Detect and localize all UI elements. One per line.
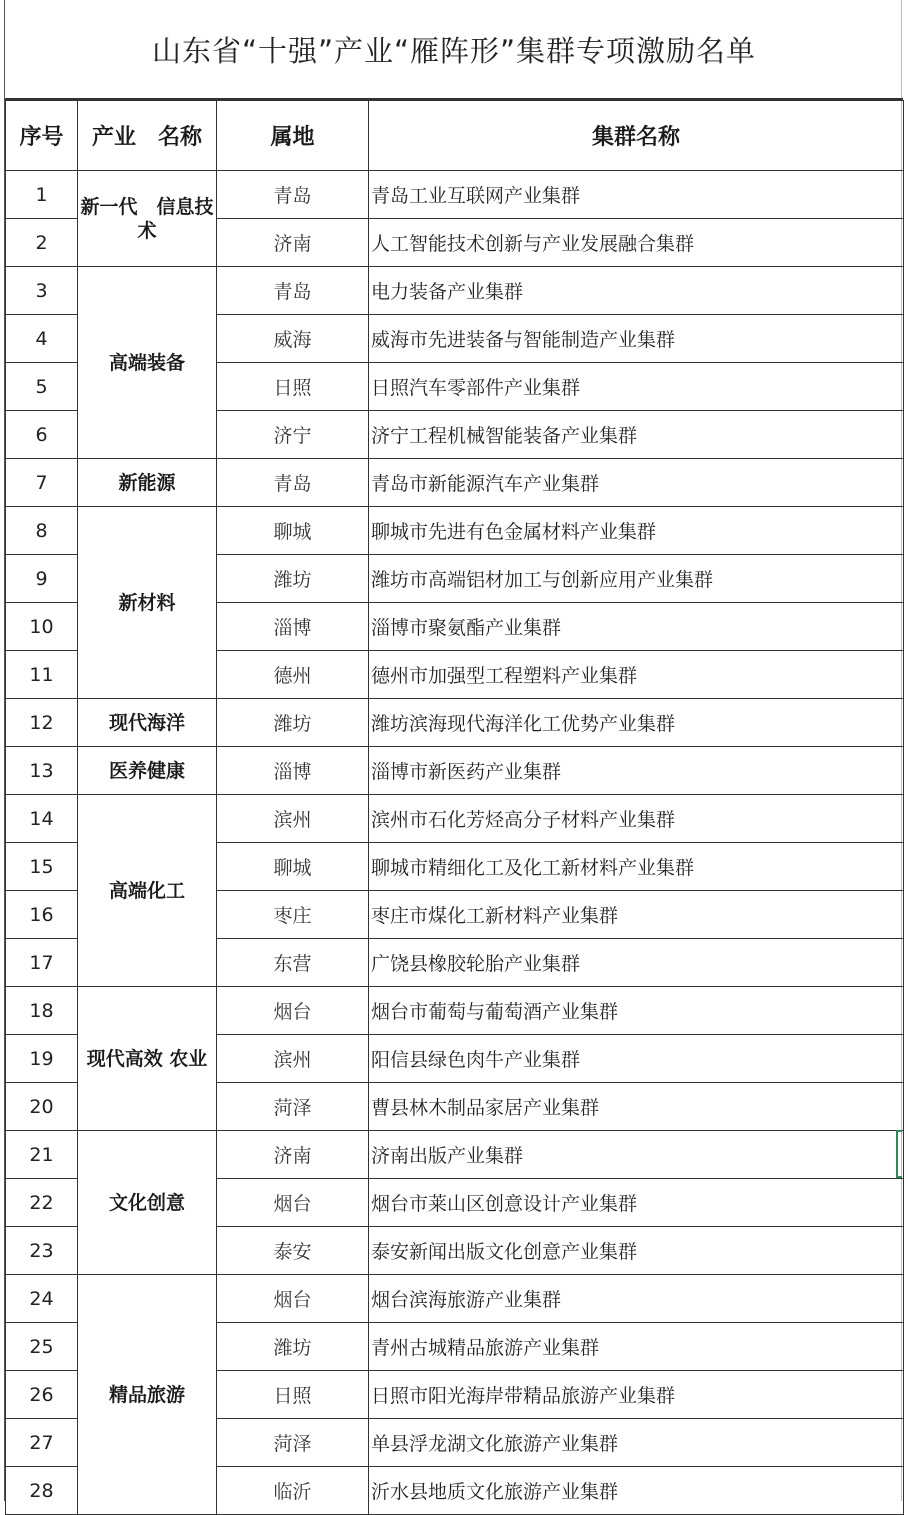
- cluster-table: [5, 100, 904, 1515]
- cluster-name-cell[interactable]: 潍坊滨海现代海洋化工优势产业集群: [369, 699, 904, 747]
- row-number-cell[interactable]: 26: [6, 1371, 78, 1419]
- cluster-name-cell[interactable]: 日照市阳光海岸带精品旅游产业集群: [369, 1371, 904, 1419]
- cluster-name-cell[interactable]: 阳信县绿色肉牛产业集群: [369, 1035, 904, 1083]
- cluster-name-cell[interactable]: 泰安新闻出版文化创意产业集群: [369, 1227, 904, 1275]
- row-number-cell[interactable]: 1: [6, 171, 78, 219]
- location-cell[interactable]: 青岛: [217, 459, 369, 507]
- location-cell[interactable]: 威海: [217, 315, 369, 363]
- cluster-name-cell[interactable]: 烟台滨海旅游产业集群: [369, 1275, 904, 1323]
- location-cell[interactable]: 济宁: [217, 411, 369, 459]
- location-cell[interactable]: 菏泽: [217, 1083, 369, 1131]
- industry-category-cell[interactable]: 医养健康: [78, 747, 217, 795]
- cluster-name-cell[interactable]: 电力装备产业集群: [369, 267, 904, 315]
- cluster-name-cell[interactable]: 威海市先进装备与智能制造产业集群: [369, 315, 904, 363]
- row-number-cell[interactable]: 6: [6, 411, 78, 459]
- industry-category-cell[interactable]: 现代海洋: [78, 699, 217, 747]
- spreadsheet: [4, 0, 902, 1501]
- table-row: [6, 747, 904, 795]
- document-title: 山东省“十强”产业“雁阵形”集群专项激励名单: [5, 0, 903, 100]
- industry-category-cell[interactable]: 精品旅游: [78, 1275, 217, 1515]
- row-number-cell[interactable]: 27: [6, 1419, 78, 1467]
- cluster-name-cell[interactable]: 沂水县地质文化旅游产业集群: [369, 1467, 904, 1515]
- location-cell[interactable]: 潍坊: [217, 1323, 369, 1371]
- header-row: [6, 101, 904, 171]
- location-cell[interactable]: 潍坊: [217, 699, 369, 747]
- industry-category-cell[interactable]: 高端装备: [78, 267, 217, 459]
- cluster-name-cell[interactable]: 聊城市先进有色金属材料产业集群: [369, 507, 904, 555]
- location-cell[interactable]: 菏泽: [217, 1419, 369, 1467]
- row-number-cell[interactable]: 3: [6, 267, 78, 315]
- header-cluster[interactable]: 集群名称: [369, 101, 904, 171]
- row-number-cell[interactable]: 20: [6, 1083, 78, 1131]
- row-number-cell[interactable]: 21: [6, 1131, 78, 1179]
- table-row: [6, 699, 904, 747]
- cluster-name-cell[interactable]: 济宁工程机械智能装备产业集群: [369, 411, 904, 459]
- location-cell[interactable]: 滨州: [217, 795, 369, 843]
- cluster-name-cell[interactable]: 烟台市葡萄与葡萄酒产业集群: [369, 987, 904, 1035]
- cluster-name-cell[interactable]: 滨州市石化芳烃高分子材料产业集群: [369, 795, 904, 843]
- row-number-cell[interactable]: 7: [6, 459, 78, 507]
- table-row: [6, 987, 904, 1035]
- row-number-cell[interactable]: 11: [6, 651, 78, 699]
- cell-selection-marker: [896, 1130, 902, 1178]
- industry-category-cell[interactable]: 新材料: [78, 507, 217, 699]
- location-cell[interactable]: 淄博: [217, 747, 369, 795]
- row-number-cell[interactable]: 4: [6, 315, 78, 363]
- cluster-name-cell[interactable]: 德州市加强型工程塑料产业集群: [369, 651, 904, 699]
- row-number-cell[interactable]: 19: [6, 1035, 78, 1083]
- row-number-cell[interactable]: 9: [6, 555, 78, 603]
- location-cell[interactable]: 泰安: [217, 1227, 369, 1275]
- industry-category-cell[interactable]: 新一代 信息技术: [78, 171, 217, 267]
- row-number-cell[interactable]: 18: [6, 987, 78, 1035]
- cluster-name-cell[interactable]: 枣庄市煤化工新材料产业集群: [369, 891, 904, 939]
- cluster-name-cell[interactable]: 淄博市新医药产业集群: [369, 747, 904, 795]
- location-cell[interactable]: 青岛: [217, 267, 369, 315]
- row-number-cell[interactable]: 10: [6, 603, 78, 651]
- row-number-cell[interactable]: 2: [6, 219, 78, 267]
- cluster-name-cell[interactable]: 日照汽车零部件产业集群: [369, 363, 904, 411]
- cluster-name-cell[interactable]: 青岛市新能源汽车产业集群: [369, 459, 904, 507]
- row-number-cell[interactable]: 24: [6, 1275, 78, 1323]
- industry-category-cell[interactable]: 文化创意: [78, 1131, 217, 1275]
- cluster-name-cell[interactable]: 青岛工业互联网产业集群: [369, 171, 904, 219]
- cluster-name-cell[interactable]: 潍坊市高端铝材加工与创新应用产业集群: [369, 555, 904, 603]
- cluster-name-cell[interactable]: 淄博市聚氨酯产业集群: [369, 603, 904, 651]
- location-cell[interactable]: 济南: [217, 1131, 369, 1179]
- location-cell[interactable]: 日照: [217, 363, 369, 411]
- location-cell[interactable]: 东营: [217, 939, 369, 987]
- cluster-name-cell[interactable]: 聊城市精细化工及化工新材料产业集群: [369, 843, 904, 891]
- row-number-cell[interactable]: 12: [6, 699, 78, 747]
- location-cell[interactable]: 聊城: [217, 843, 369, 891]
- row-number-cell[interactable]: 16: [6, 891, 78, 939]
- row-number-cell[interactable]: 17: [6, 939, 78, 987]
- location-cell[interactable]: 德州: [217, 651, 369, 699]
- table-body: [6, 171, 904, 1515]
- cluster-name-cell[interactable]: 济南出版产业集群: [369, 1131, 904, 1179]
- location-cell[interactable]: 烟台: [217, 1179, 369, 1227]
- table-row: [6, 1131, 904, 1179]
- cluster-name-cell[interactable]: 人工智能技术创新与产业发展融合集群: [369, 219, 904, 267]
- location-cell[interactable]: 滨州: [217, 1035, 369, 1083]
- row-number-cell[interactable]: 22: [6, 1179, 78, 1227]
- location-cell[interactable]: 聊城: [217, 507, 369, 555]
- cluster-name-cell[interactable]: 单县浮龙湖文化旅游产业集群: [369, 1419, 904, 1467]
- location-cell[interactable]: 日照: [217, 1371, 369, 1419]
- cluster-name-cell[interactable]: 青州古城精品旅游产业集群: [369, 1323, 904, 1371]
- header-num[interactable]: 序号: [6, 101, 78, 171]
- cluster-name-cell[interactable]: 曹县林木制品家居产业集群: [369, 1083, 904, 1131]
- table-row: [6, 171, 904, 219]
- row-number-cell[interactable]: 28: [6, 1467, 78, 1515]
- header-industry[interactable]: 产业 名称: [78, 101, 217, 171]
- table-row: [6, 1275, 904, 1323]
- location-cell[interactable]: 烟台: [217, 1275, 369, 1323]
- industry-category-cell[interactable]: 新能源: [78, 459, 217, 507]
- location-cell[interactable]: 淄博: [217, 603, 369, 651]
- table-row: [6, 459, 904, 507]
- row-number-cell[interactable]: 14: [6, 795, 78, 843]
- table-row: [6, 795, 904, 843]
- table-row: [6, 507, 904, 555]
- row-number-cell[interactable]: 25: [6, 1323, 78, 1371]
- cluster-name-cell[interactable]: 广饶县橡胶轮胎产业集群: [369, 939, 904, 987]
- table-row: [6, 267, 904, 315]
- row-number-cell[interactable]: 23: [6, 1227, 78, 1275]
- industry-category-cell[interactable]: 现代高效 农业: [78, 987, 217, 1131]
- industry-category-cell[interactable]: 高端化工: [78, 795, 217, 987]
- row-number-cell[interactable]: 13: [6, 747, 78, 795]
- row-number-cell[interactable]: 5: [6, 363, 78, 411]
- location-cell[interactable]: 济南: [217, 219, 369, 267]
- location-cell[interactable]: 烟台: [217, 987, 369, 1035]
- location-cell[interactable]: 青岛: [217, 171, 369, 219]
- location-cell[interactable]: 枣庄: [217, 891, 369, 939]
- row-number-cell[interactable]: 8: [6, 507, 78, 555]
- header-location[interactable]: 属地: [217, 101, 369, 171]
- location-cell[interactable]: 临沂: [217, 1467, 369, 1515]
- row-number-cell[interactable]: 15: [6, 843, 78, 891]
- cluster-name-cell[interactable]: 烟台市莱山区创意设计产业集群: [369, 1179, 904, 1227]
- location-cell[interactable]: 潍坊: [217, 555, 369, 603]
